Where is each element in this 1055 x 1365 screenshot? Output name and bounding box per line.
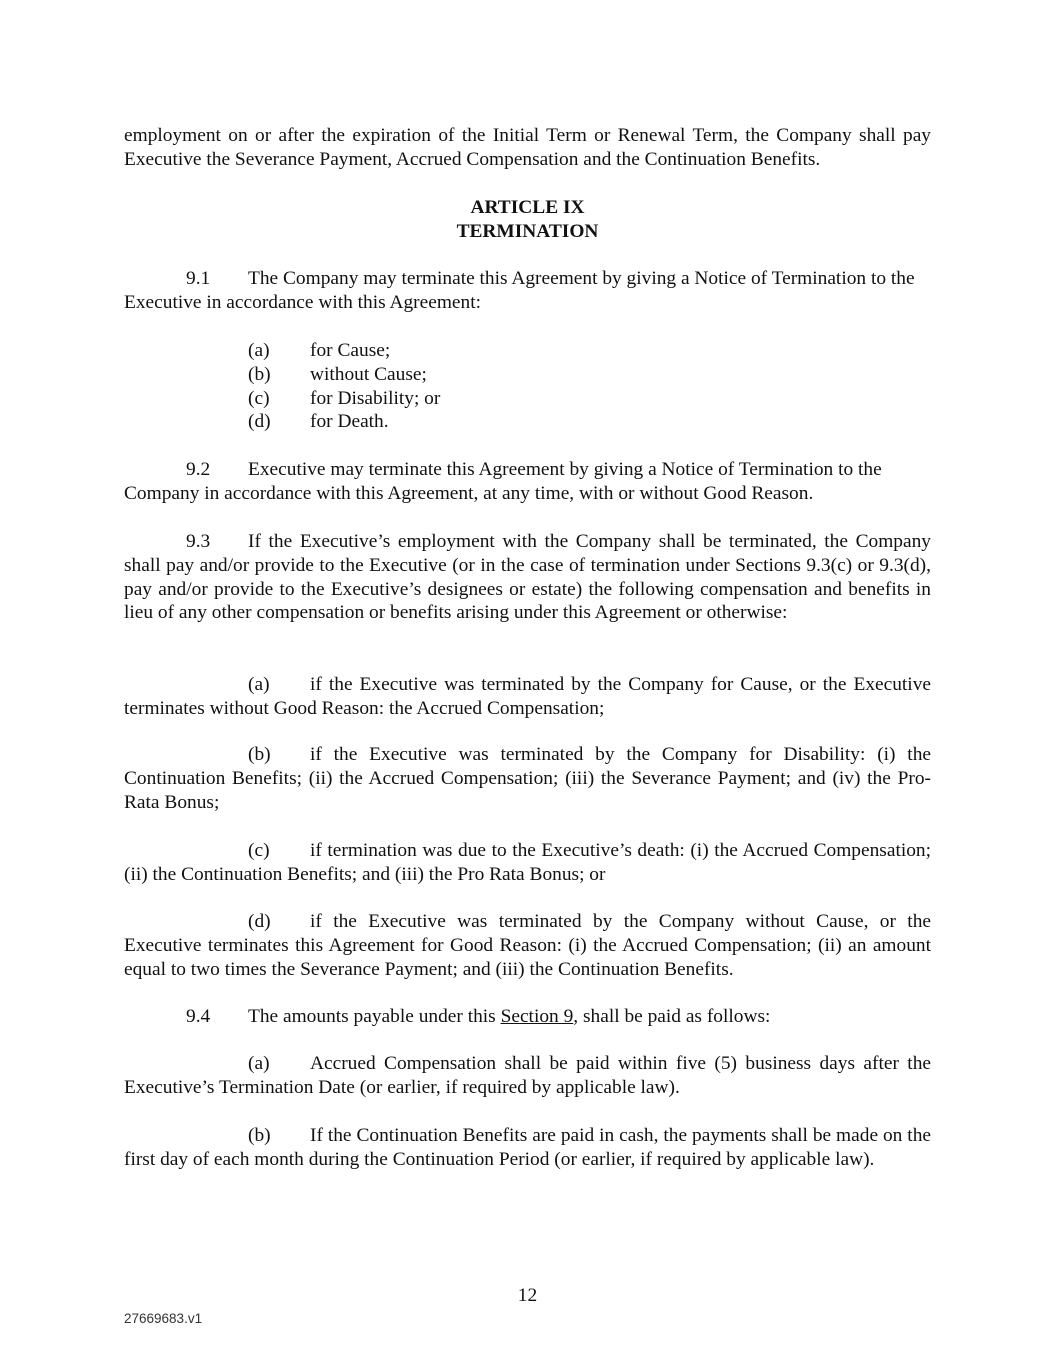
section-number: 9.2 [186,459,211,480]
intro-paragraph: employment on or after the expiration of the Initial Term or Renewal Term, the Company shall pay Executive the Severance Payment, Accrued Compensation and the Continuation Benefits. [124,125,931,170]
section-9-4: 9.4 The amounts payable under this Section 9, shall be paid as follows: [186,1006,771,1027]
list-item: (d) for Death. [248,411,389,432]
document-id: 27669683.v1 [124,1311,203,1326]
subsection-9-3-c: (c) if termination was due to the Executive’s death: (i) the Accrued Compensation; (ii) the Continuation Benefits; and (iii) the Pro Rata Bonus; or [124,840,931,885]
section-text: If the Executive’s employment with the Company shall be terminated, the Company shall pay and/or provide to the Executive (or in the case of termination under Sections 9.3(c) or 9.3(d), pay and/or provide to the Executive’s designees or estate) the following compensation and benefits in lieu of any other compensation or benefits arising under this Agreement or otherwise: [124,531,931,624]
subsection-9-4-b: (b) If the Continuation Benefits are paid in cash, the payments shall be made on the first day of each month during the Continuation Period (or earlier, if required by applicable law). [124,1125,931,1170]
subsection-9-3-a: (a) if the Executive was terminated by the Company for Cause, or the Executive terminates without Good Reason: the Accrued Compensation; [124,674,931,719]
section-text: Executive may terminate this Agreement by giving a Notice of Termination to the Company in accordance with this Agreement, at any time, with or without Good Reason. [124,459,882,504]
subsection-9-3-b: (b) if the Executive was terminated by the Company for Disability: (i) the Continuation Benefits; (ii) the Accrued Compensation; (iii) the Severance Payment; and (iv) the Pro-Rata Bonus; [124,744,931,813]
subsection-9-4-a: (a) Accrued Compensation shall be paid within five (5) business days after the Executive’s Termination Date (or earlier, if required by applicable law). [124,1053,931,1098]
section-number: 9.4 [186,1006,211,1027]
section-number: 9.1 [186,268,211,289]
article-title: TERMINATION [456,221,599,242]
list-item: (c) for Disability; or [248,388,441,409]
section-9-link[interactable]: Section 9 [500,1006,574,1027]
section-9-2 [124,458,931,506]
section-text: The Company may terminate this Agreement by giving a Notice of Termination to the Executive in accordance with this Agreement: [124,268,915,313]
article-number: ARTICLE IX [470,197,585,218]
list-item: (b) without Cause; [248,364,427,385]
subsection-9-3-d: (d) if the Executive was terminated by the Company without Cause, or the Executive terminates this Agreement for Good Reason: (i) the Accrued Compensation; (ii) an amount equal to two times the Severance Payment; and (iii) the Continuation Benefits. [124,911,931,980]
section-9-1 [124,267,931,315]
section-9-3 [124,530,931,625]
section-number: 9.3 [186,531,211,552]
page-number: 12 [517,1285,538,1306]
list-item: (a) for Cause; [248,340,391,361]
